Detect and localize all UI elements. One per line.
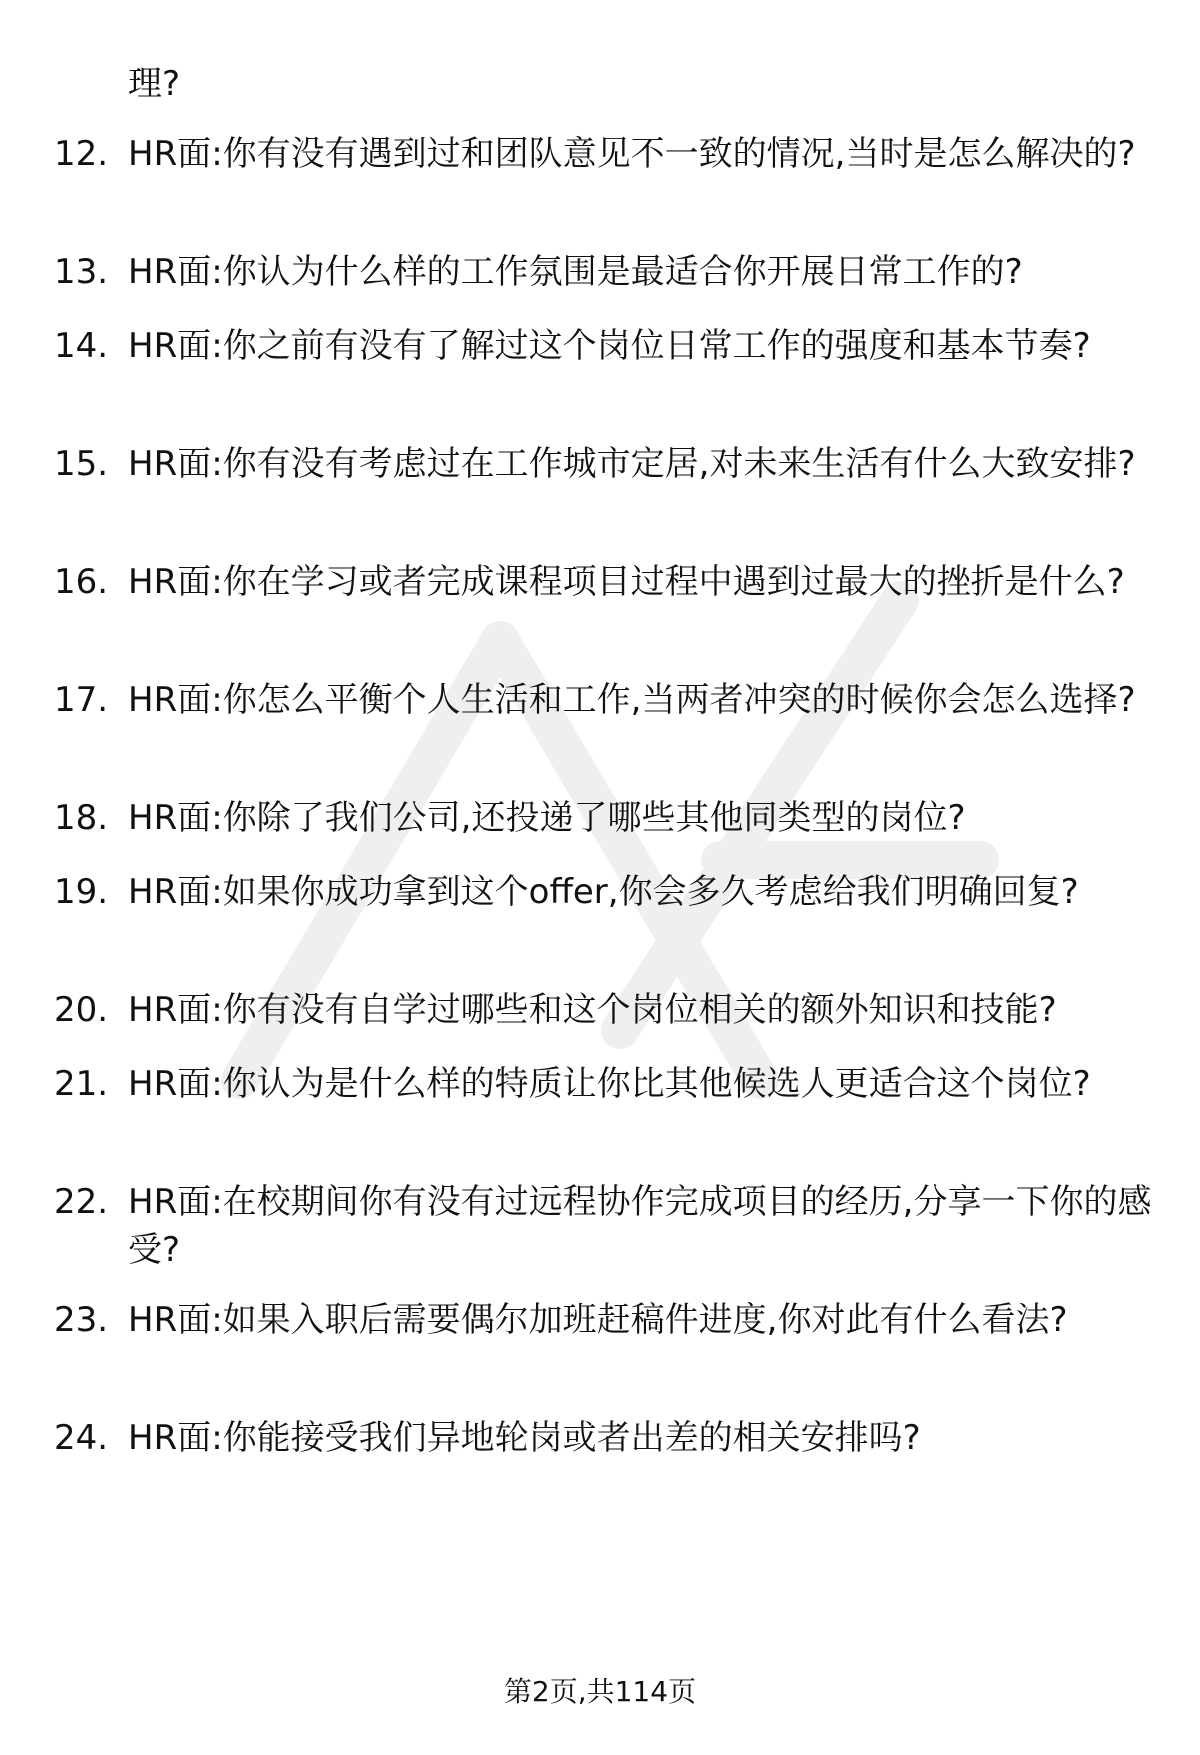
question-text bbox=[128, 130, 1158, 178]
question-prefix: HR面: bbox=[128, 252, 223, 292]
question-text bbox=[128, 558, 1158, 606]
question-prefix: HR面: bbox=[128, 1064, 223, 1104]
question-number: 20. bbox=[54, 990, 109, 1030]
question-body: 你在学习或者完成课程项目过程中遇到过最大的挫折是什么? bbox=[222, 562, 1125, 602]
question-prefix: HR面: bbox=[128, 444, 223, 484]
question-prefix: HR面: bbox=[128, 562, 223, 602]
question-text bbox=[128, 322, 1158, 370]
question-number: 14. bbox=[54, 326, 109, 366]
question-body: 你除了我们公司,还投递了哪些其他同类型的岗位? bbox=[222, 798, 966, 838]
question-text bbox=[128, 1178, 1158, 1274]
question-number: 24. bbox=[54, 1418, 109, 1458]
question-prefix: HR面: bbox=[128, 990, 223, 1030]
page-number-footer: 第2页,共114页 bbox=[503, 1675, 697, 1708]
question-prefix: HR面: bbox=[128, 798, 223, 838]
question-number: 18. bbox=[54, 798, 109, 838]
continuation-line: 理? bbox=[128, 64, 181, 104]
question-body: 你有没有遇到过和团队意见不一致的情况,当时是怎么解决的? bbox=[222, 134, 1136, 174]
question-text bbox=[128, 248, 1158, 296]
question-number: 17. bbox=[54, 680, 109, 720]
question-text bbox=[128, 868, 1158, 916]
question-number: 15. bbox=[54, 444, 109, 484]
question-number: 23. bbox=[54, 1300, 109, 1340]
question-text bbox=[128, 676, 1158, 724]
question-prefix: HR面: bbox=[128, 1182, 223, 1222]
question-text bbox=[128, 1414, 1158, 1462]
question-text bbox=[128, 440, 1158, 488]
question-prefix: HR面: bbox=[128, 326, 223, 366]
question-prefix: HR面: bbox=[128, 134, 223, 174]
question-number: 16. bbox=[54, 562, 109, 602]
question-prefix: HR面: bbox=[128, 680, 223, 720]
question-number: 13. bbox=[54, 252, 109, 292]
question-prefix: HR面: bbox=[128, 872, 223, 912]
question-body: 如果入职后需要偶尔加班赶稿件进度,你对此有什么看法? bbox=[222, 1300, 1068, 1340]
question-body: 在校期间你有没有过远程协作完成项目的经历,分享一下你的感受? bbox=[128, 1182, 1152, 1270]
question-body: 你认为是什么样的特质让你比其他候选人更适合这个岗位? bbox=[222, 1064, 1091, 1104]
question-body: 你之前有没有了解过这个岗位日常工作的强度和基本节奏? bbox=[222, 326, 1091, 366]
question-number: 22. bbox=[54, 1182, 109, 1222]
question-prefix: HR面: bbox=[128, 1418, 223, 1458]
question-body: 如果你成功拿到这个offer,你会多久考虑给我们明确回复? bbox=[222, 872, 1079, 912]
question-body: 你怎么平衡个人生活和工作,当两者冲突的时候你会怎么选择? bbox=[222, 680, 1136, 720]
question-prefix: HR面: bbox=[128, 1300, 223, 1340]
question-body: 你有没有考虑过在工作城市定居,对未来生活有什么大致安排? bbox=[222, 444, 1136, 484]
question-body: 你有没有自学过哪些和这个岗位相关的额外知识和技能? bbox=[222, 990, 1057, 1030]
question-text bbox=[128, 986, 1158, 1034]
question-number: 21. bbox=[54, 1064, 109, 1104]
question-number: 12. bbox=[54, 134, 109, 174]
question-body: 你认为什么样的工作氛围是最适合你开展日常工作的? bbox=[222, 252, 1023, 292]
question-text bbox=[128, 1296, 1158, 1344]
question-number: 19. bbox=[54, 872, 109, 912]
question-body: 你能接受我们异地轮岗或者出差的相关安排吗? bbox=[222, 1418, 921, 1458]
question-text bbox=[128, 1060, 1158, 1108]
question-text bbox=[128, 794, 1158, 842]
